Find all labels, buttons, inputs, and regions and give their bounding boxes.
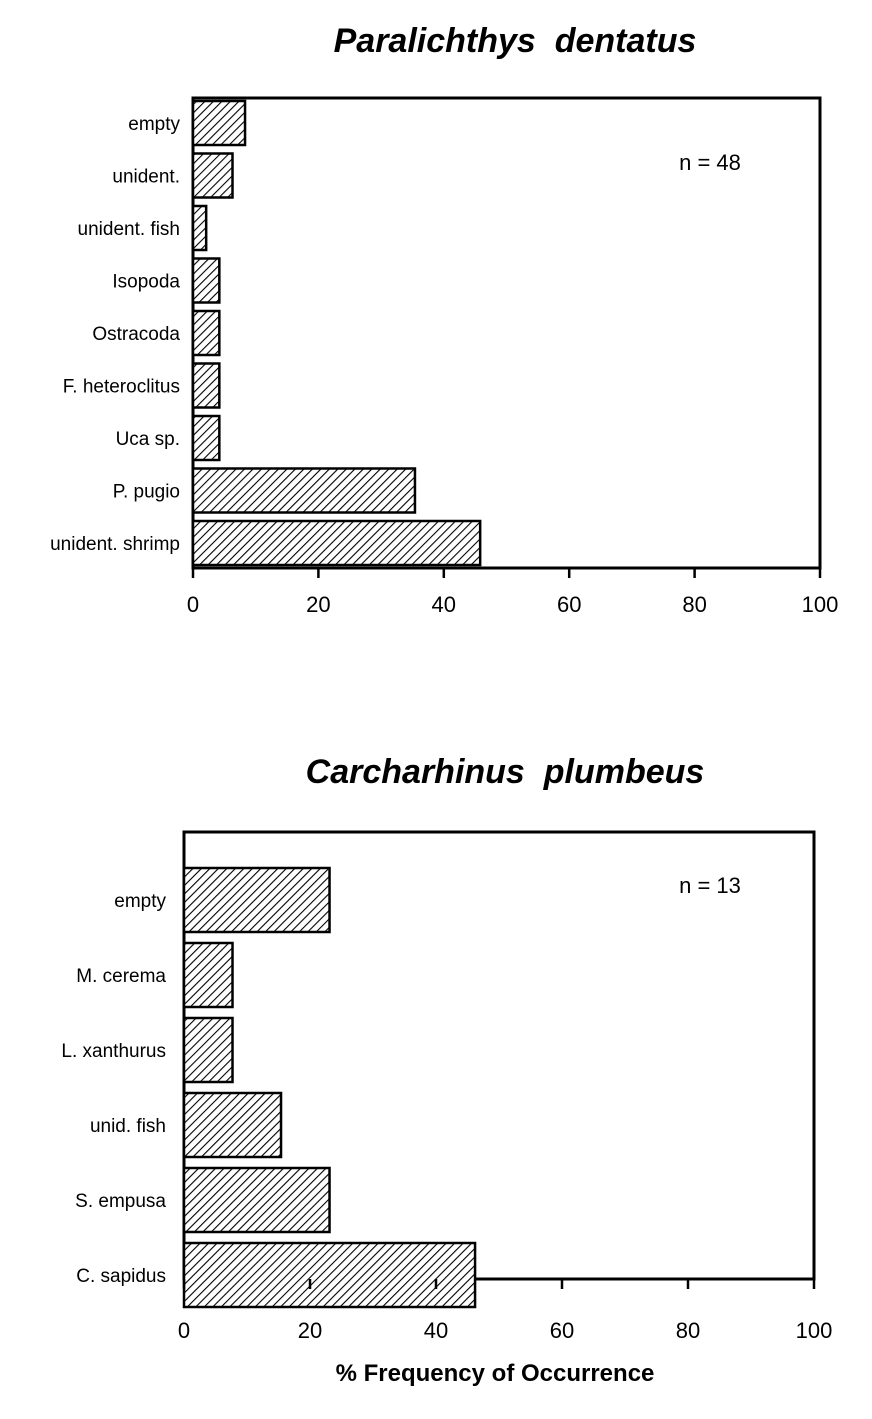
x-tick-label: 80 [682, 592, 707, 617]
x-tick-label: 80 [675, 1318, 701, 1343]
bar-group [184, 868, 475, 1307]
bar [193, 154, 233, 198]
x-tick-label: 100 [801, 592, 839, 617]
category-label: Uca sp. [115, 429, 180, 450]
sample-size-label: n = 13 [679, 873, 741, 898]
x-tick-label: 0 [177, 1318, 191, 1343]
category-label: empty [128, 114, 180, 135]
bar [193, 521, 480, 565]
bar [193, 311, 219, 355]
chart-title: Carcharhinus plumbeus [305, 753, 705, 791]
x-axis-ticks [187, 568, 838, 617]
category-label: F. heteroclitus [62, 376, 180, 398]
bar [184, 943, 233, 1007]
x-tick-label: 60 [549, 1318, 575, 1343]
bar [184, 1018, 233, 1082]
category-label: L. xanthurus [61, 1041, 166, 1062]
x-tick-label: 60 [556, 592, 582, 617]
x-tick-label: 40 [431, 592, 457, 617]
category-label: unident. [112, 166, 180, 188]
category-label: Isopoda [112, 271, 180, 293]
bar [184, 1243, 475, 1307]
bar [184, 868, 330, 932]
category-labels [61, 891, 166, 1287]
bar [193, 469, 415, 513]
bar [184, 1168, 330, 1232]
category-labels [50, 114, 180, 555]
category-label: empty [114, 891, 166, 912]
x-tick-label: 0 [186, 592, 200, 617]
bar [184, 1093, 281, 1157]
category-label: Ostracoda [92, 324, 180, 345]
category-label: M. cerema [76, 966, 166, 987]
x-tick-label: 100 [795, 1318, 833, 1343]
bar [193, 416, 219, 460]
category-label: C. sapidus [76, 1266, 166, 1287]
chart-panel-carcharhinus [61, 753, 832, 1343]
bar [193, 259, 219, 303]
category-label: unident. shrimp [50, 534, 180, 555]
x-tick-label: 20 [297, 1318, 323, 1343]
category-label: unid. fish [89, 1116, 166, 1137]
bar [193, 206, 206, 250]
bar-group [193, 101, 480, 565]
category-label: P. pugio [112, 481, 180, 503]
sample-size-label: n = 48 [679, 150, 741, 175]
x-axis-label: % Frequency of Occurrence [335, 1360, 655, 1387]
x-tick-label: 40 [423, 1318, 449, 1343]
bar [193, 364, 219, 408]
category-label: unident. fish [77, 219, 180, 240]
bar [193, 101, 245, 145]
chart-title: Paralichthys dentatus [333, 22, 697, 60]
x-tick-label: 20 [306, 592, 331, 617]
category-label: S. empusa [75, 1191, 166, 1212]
chart-panel-paralichthys [50, 22, 838, 617]
